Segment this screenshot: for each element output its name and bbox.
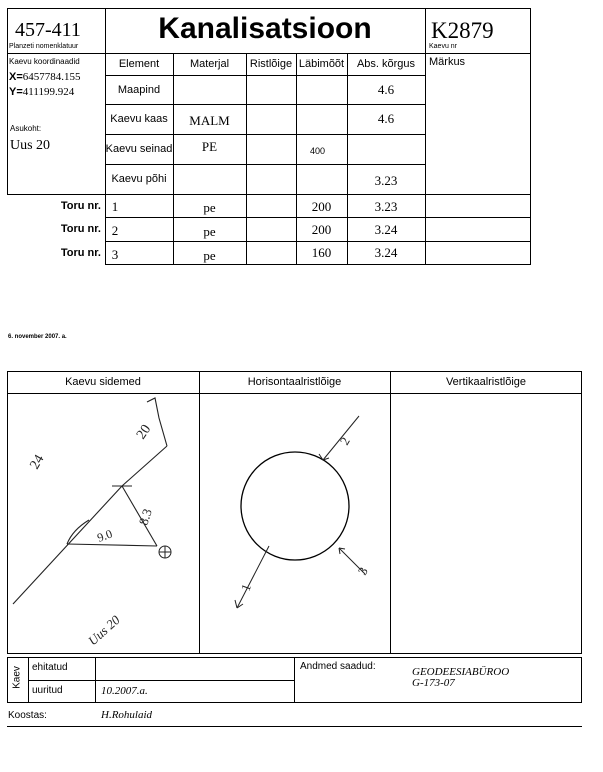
row-height: 4.6: [377, 81, 395, 97]
tie-distance-3: 8.3: [135, 506, 155, 527]
col-header-element: Element: [118, 58, 160, 70]
pipe-label-1: 1: [237, 581, 255, 594]
row-height: 3.23: [374, 173, 398, 188]
nomenclature-label: Planzeti nomenklatuur: [9, 43, 79, 50]
row-material: MALM: [189, 113, 230, 128]
well-no-label: Kaevu nr: [429, 43, 458, 50]
coord-x-label: X=: [9, 71, 23, 83]
tie-distance-1: 20: [133, 422, 155, 443]
sketch-header-vertical: Vertikaalristlõige: [445, 376, 527, 388]
tie-distance-4: 9.0: [95, 526, 115, 545]
footer-source-label: Andmed saadud:: [300, 661, 376, 672]
pipe-diameter: 200: [311, 222, 332, 237]
row-element: Kaevu põhi: [111, 173, 167, 185]
coord-y: [9, 86, 74, 98]
page-title: Kanalisatsioon: [158, 12, 372, 45]
nomenclature-value: 457-411: [15, 19, 81, 41]
pipe-label: Toru nr.: [60, 247, 101, 259]
footer-built-label: ehitatud: [32, 662, 68, 673]
row-element: Kaevu seinad: [105, 143, 173, 155]
pipe-label: Toru nr.: [60, 199, 101, 212]
pipe-height: 3.24: [374, 245, 398, 260]
col-header-section: Ristlõige: [249, 58, 293, 70]
pipe-no: 3: [111, 247, 119, 262]
footer-side-label: Kaev: [11, 666, 23, 689]
pipe-material: pe: [203, 248, 216, 263]
footer-source-code: G-173-07: [412, 677, 455, 689]
pipe-material: pe: [203, 199, 216, 215]
coords-label: Kaevu koordinaadid: [9, 57, 80, 66]
pipe-label-2: 2: [336, 434, 353, 448]
coord-y-label: Y=: [9, 86, 23, 98]
row-element: Maapind: [117, 83, 161, 96]
row-material: PE: [201, 139, 218, 154]
location-value: Uus 20: [10, 138, 51, 153]
tie-label: Uus 20: [84, 612, 123, 649]
coord-x-value: 6457784.155: [22, 71, 81, 83]
coord-x: [9, 71, 81, 83]
pipe-no: 1: [111, 198, 119, 214]
well-no-value: K2879: [431, 18, 494, 43]
row-element: Kaevu kaas: [110, 113, 168, 125]
sketch-header-horizontal: Horisontaalristlõige: [247, 376, 342, 388]
sketch-header-ties: Kaevu sidemed: [65, 376, 141, 388]
pipe-diameter: 200: [311, 198, 332, 214]
tie-distance-2: 24: [27, 452, 48, 472]
col-header-height: Abs. kõrgus: [356, 58, 416, 70]
pipe-height: 3.23: [374, 198, 398, 214]
col-header-diameter: Läbimõõt: [298, 58, 345, 70]
pipe-label: Toru nr.: [60, 223, 101, 235]
horizontal-section-sketch: [199, 394, 390, 654]
pipe-no: 2: [111, 223, 119, 238]
footer-source-value: GEODEESIABÜROO: [412, 666, 510, 678]
ties-sketch: [7, 394, 199, 654]
footer-measured-label: uuritud: [32, 685, 63, 696]
coord-y-value: 411199.924: [22, 86, 75, 98]
location-label: Asukoht:: [10, 124, 42, 133]
pipe-material: pe: [203, 224, 216, 239]
col-header-material: Materjal: [189, 58, 230, 70]
pipe-diameter: 160: [311, 245, 332, 260]
footer-compiled-value: H.Rohulaid: [101, 709, 153, 721]
footer-compiled-label: Koostas:: [8, 710, 47, 721]
document-date: 6. november 2007. a.: [8, 334, 67, 340]
well-circle: [241, 452, 349, 560]
col-header-notes: Märkus: [429, 56, 466, 68]
footer-measured-value: 10.2007.a.: [101, 685, 148, 697]
pipe-label-3: 3: [354, 564, 371, 578]
pipe-height: 3.24: [374, 222, 398, 237]
row-height: 4.6: [377, 111, 395, 126]
row-diameter: 400: [310, 146, 326, 156]
top-form: [7, 8, 531, 266]
